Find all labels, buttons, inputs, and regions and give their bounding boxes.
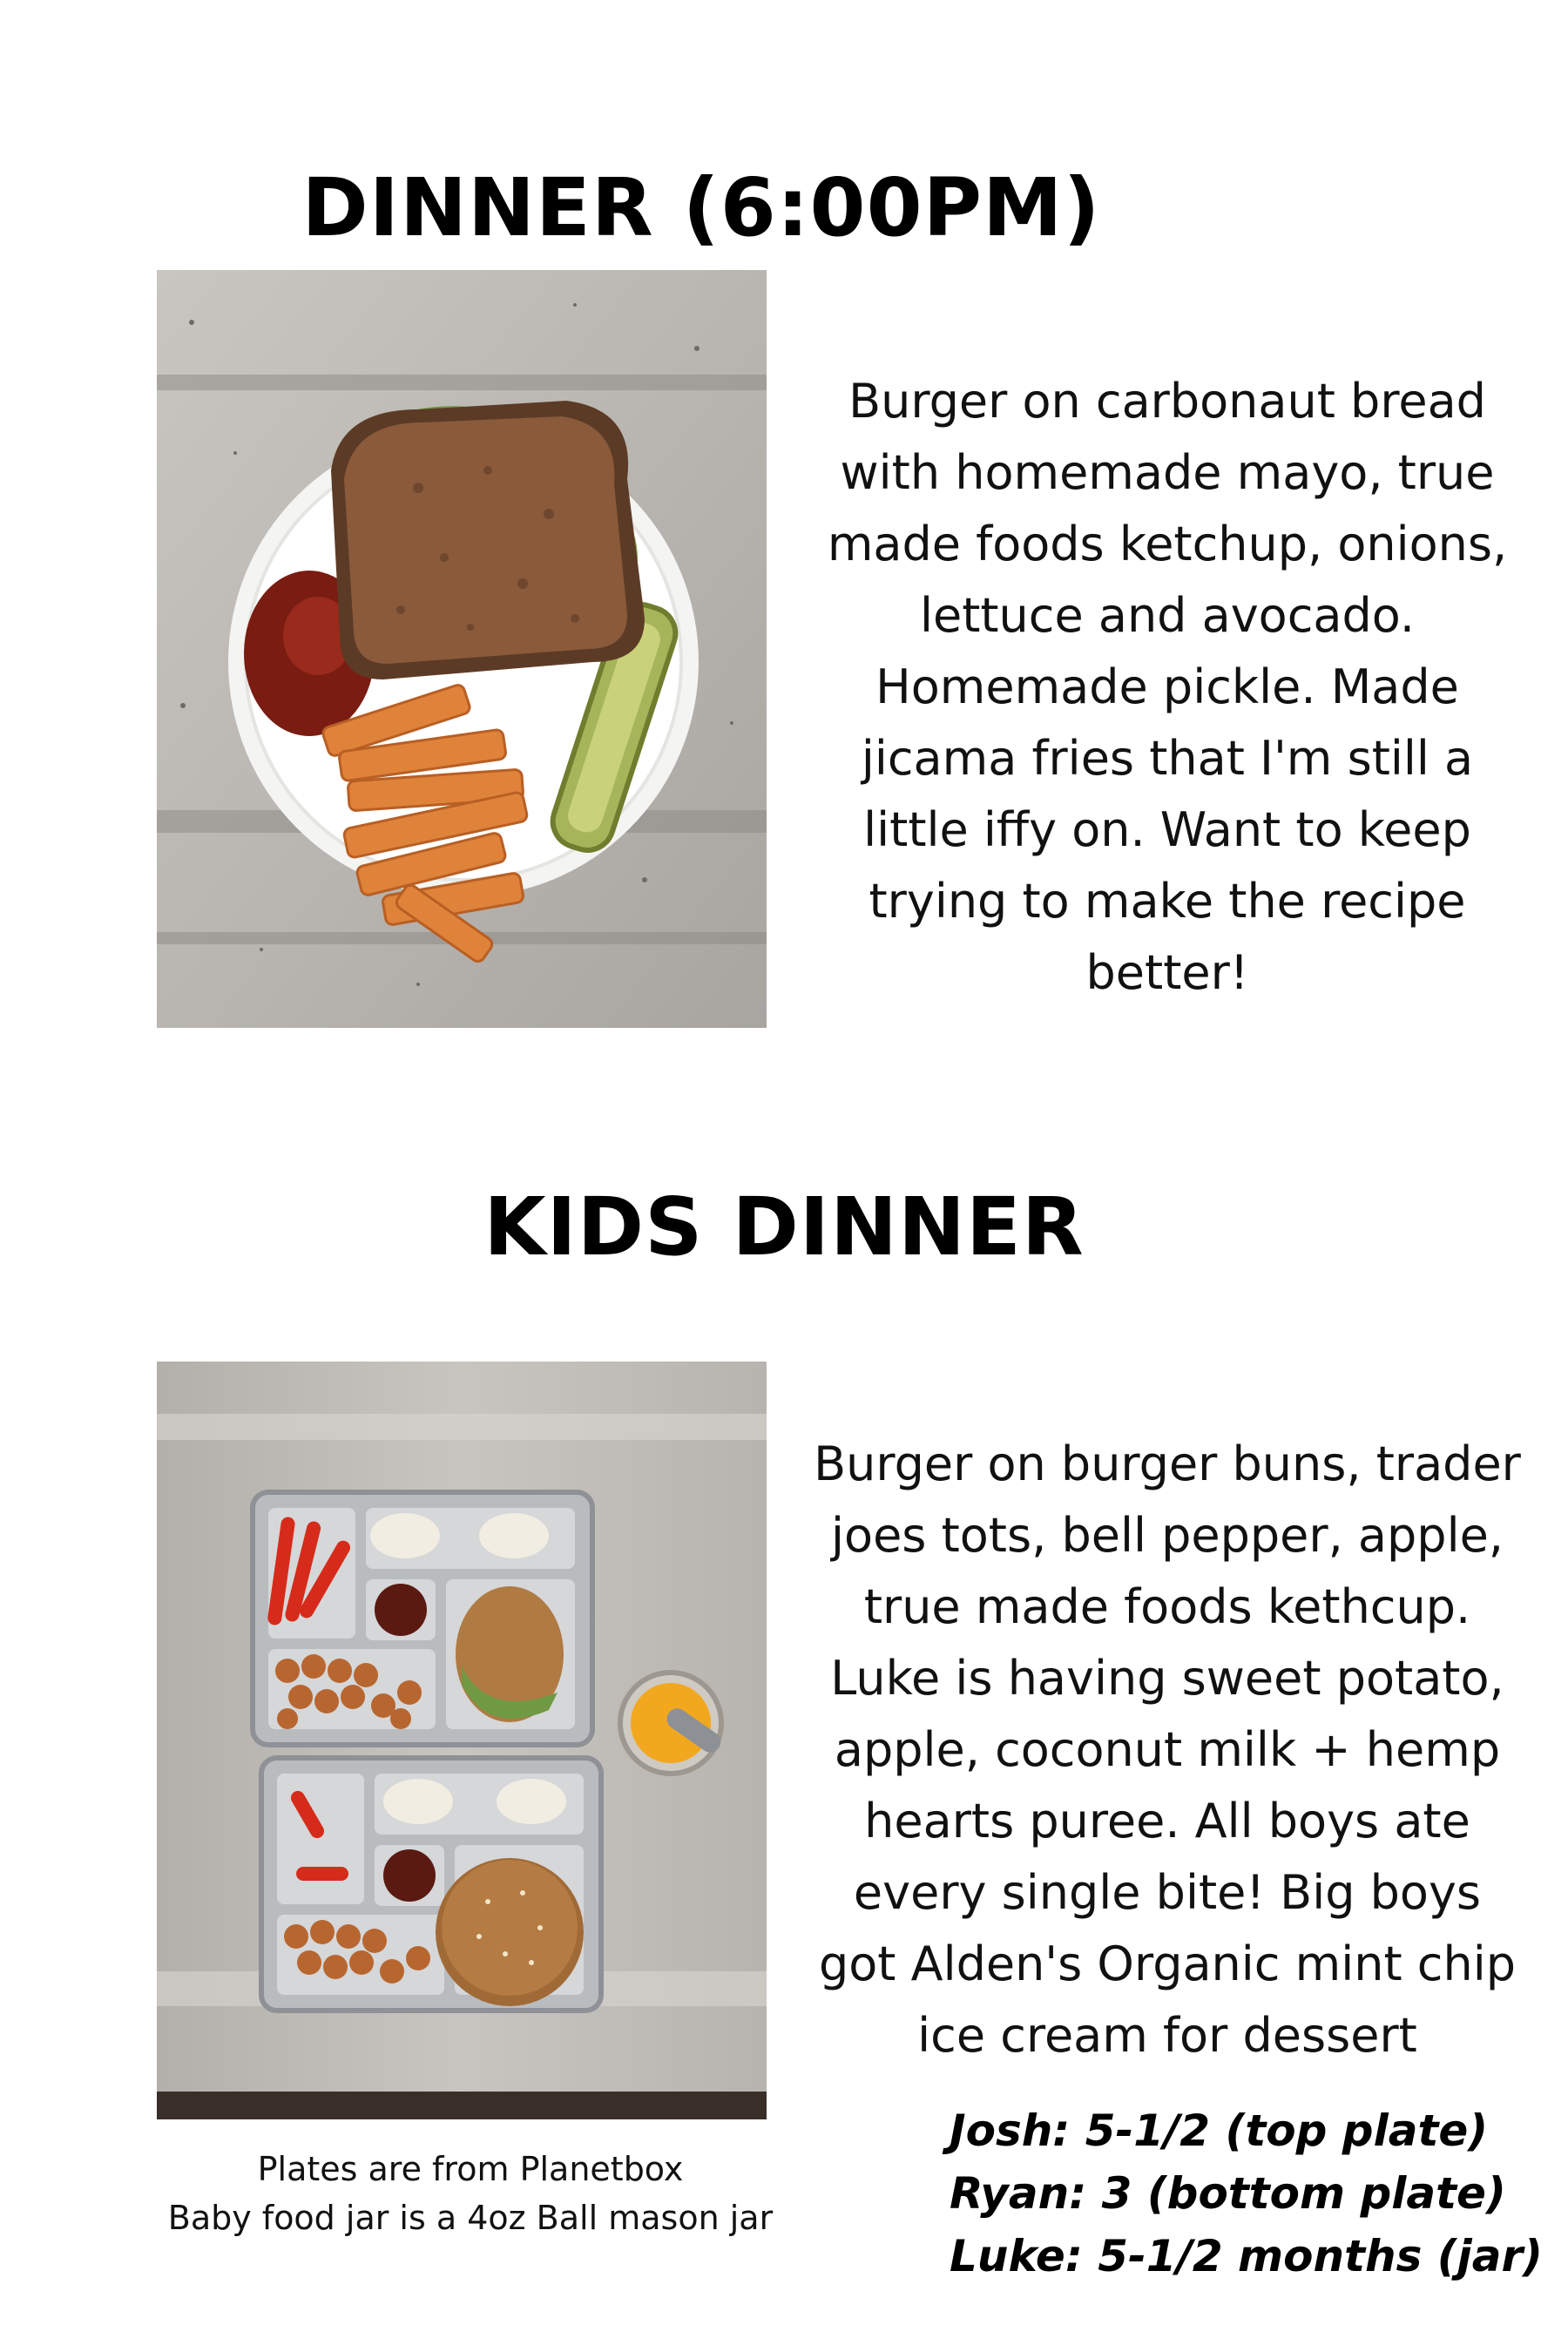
dinner-description: Burger on carbonaut bread with homemade mayo, true made foods ketchup, onions, lettuce and avocado. Homemade pickle. Made jicama fries that I'm still a little iffy on. Want to keep trying to make the recipe better! (827, 374, 1508, 1000)
dinner-heading: DINNER (6:00PM) (301, 161, 1101, 254)
kids-dinner-heading: KIDS DINNER (483, 1180, 1085, 1274)
kids-plates-photo (157, 1362, 767, 2119)
age-line-luke: Luke: 5-1/2 months (jar) (950, 2231, 1543, 2281)
age-line-ryan: Ryan: 3 (bottom plate) (950, 2168, 1506, 2219)
caption-line: Plates are from Planetbox (257, 2150, 684, 2188)
photo-caption (113, 2145, 828, 2242)
age-line-josh: Josh: 5-1/2 (top plate) (950, 2105, 1489, 2156)
caption-line: Baby food jar is a 4oz Ball mason jar (167, 2199, 774, 2237)
burger-plate-photo (157, 270, 767, 1028)
kids-dinner-description: Burger on burger buns, trader joes tots, bell pepper, apple, true made foods kethcup. Luke is having sweet potato, apple, coconut milk + hemp hearts puree. All boys ate every single bite! Big boys got Alden's Organic mint chip ice cream for dessert (814, 1436, 1521, 2063)
kids-ages-list (950, 2099, 1542, 2288)
